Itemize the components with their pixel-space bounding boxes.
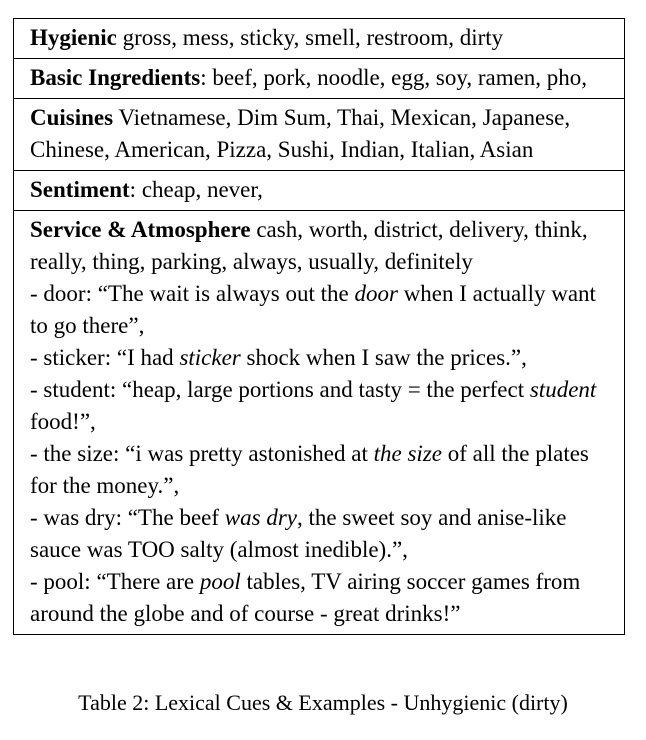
table-caption: Table 2: Lexical Cues & Examples - Unhygienic (dirty) [78, 690, 568, 715]
category-label: Hygienic [30, 25, 117, 50]
example-emphasis: door [354, 281, 398, 306]
table-row-cuisines [14, 99, 625, 171]
example-emphasis: pool [199, 569, 241, 594]
example-emphasis: the size [373, 441, 442, 466]
category-label: Cuisines [30, 105, 114, 130]
table-row-basic-ingredients [14, 59, 625, 99]
category-label: Service & Atmosphere [30, 217, 251, 242]
table-row-service-atmosphere [14, 211, 625, 635]
example-quote: - student: “heap, large portions and tasty = the perfect student food!”, [30, 377, 597, 434]
table-cell [14, 19, 625, 59]
example-emphasis: sticker [179, 345, 241, 370]
table-row-hygienic [14, 19, 625, 59]
lexical-cues-table [13, 18, 625, 635]
cue-terms: cheap, never, [141, 177, 263, 202]
cue-terms: cash, worth, district, delivery, think, really, thing, parking, always, usually, definitely [30, 217, 588, 274]
cue-terms: gross, mess, sticky, smell, restroom, dirty [122, 25, 504, 50]
example-emphasis: student [529, 377, 597, 402]
cue-terms: beef, pork, noodle, egg, soy, ramen, pho, [212, 65, 588, 90]
table-cell [14, 99, 625, 171]
category-label: Sentiment [30, 177, 130, 202]
example-emphasis: was dry [224, 505, 297, 530]
category-label: Basic Ingredients [30, 65, 201, 90]
example-quote: - door: “The wait is always out the door when I actually want to go there”, [30, 281, 596, 338]
example-quote: - pool: “There are pool tables, TV airing soccer games from around the globe and of course - great drinks!” [30, 569, 581, 626]
example-quote: - was dry: “The beef was dry, the sweet soy and anise-like sauce was TOO salty (almost inedible).”, [30, 505, 567, 562]
table-cell [14, 211, 625, 635]
example-quote: - the size: “i was pretty astonished at the size of all the plates for the money.”, [30, 441, 589, 498]
table-row-sentiment [14, 171, 625, 211]
cue-terms: Vietnamese, Dim Sum, Thai, Mexican, Japanese, Chinese, American, Pizza, Sushi, Indian, Italian, Asian [30, 105, 571, 162]
example-quote: - sticker: “I had sticker shock when I saw the prices.”, [30, 345, 527, 370]
table-cell: Basic Ingredients: beef, pork, noodle, egg, soy, ramen, pho, [14, 59, 625, 99]
table-cell: Sentiment: cheap, never, [14, 171, 625, 211]
